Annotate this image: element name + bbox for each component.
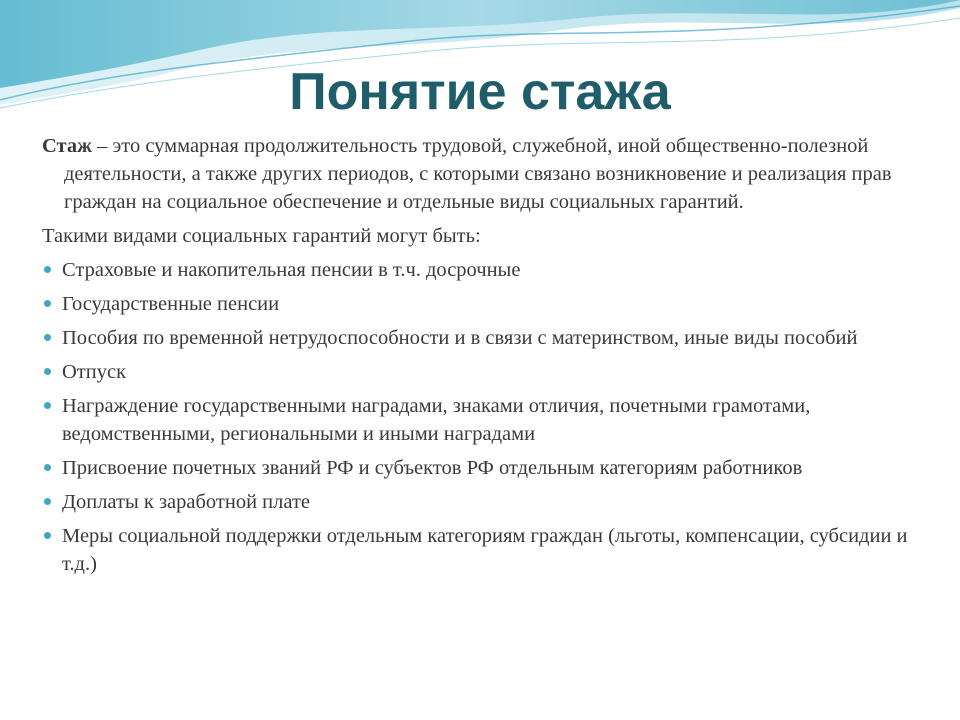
list-item-text: Меры социальной поддержки отдельным категориям граждан (льготы, компенсации, субсидии и т.д.) <box>62 525 908 575</box>
list-item <box>42 358 942 386</box>
list-item <box>42 290 942 318</box>
bullet-dot-icon <box>44 498 51 505</box>
list-item <box>42 324 942 352</box>
list-item <box>42 392 942 448</box>
list-item-text: Присвоение почетных званий РФ и субъектов РФ отдельным категориям работников <box>62 457 803 479</box>
list-item <box>42 454 942 482</box>
list-item-text: Награждение государственными наградами, знаками отличия, почетными грамотами, ведомственными, региональными и иными наградами <box>62 395 811 445</box>
intro-text: Такими видами социальных гарантий могут быть: <box>42 225 481 247</box>
slide-content <box>42 132 942 584</box>
guarantees-list <box>42 256 942 578</box>
bullet-dot-icon <box>44 266 51 273</box>
bullet-dot-icon <box>44 464 51 471</box>
bullet-dot-icon <box>44 532 51 539</box>
bullet-dot-icon <box>44 402 51 409</box>
bullet-dot-icon <box>44 334 51 341</box>
list-item-text: Пособия по временной нетрудоспособности и в связи с материнством, иные виды пособий <box>62 327 858 349</box>
list-item-text: Доплаты к заработной плате <box>62 491 311 513</box>
bullet-dot-icon <box>44 368 51 375</box>
bullet-dot-icon <box>44 300 51 307</box>
list-item-text: Отпуск <box>62 361 127 383</box>
list-item <box>42 488 942 516</box>
definition-text: – это суммарная продолжительность трудовой, служебной, иной общественно-полезной деятельности, а также других периодов, с которыми связано возникновение и реализация прав граждан на социальное обеспечение и отдельные виды социальных гарантий. <box>64 135 892 213</box>
list-item-text: Государственные пенсии <box>62 293 280 315</box>
list-item <box>42 256 942 284</box>
list-item-text: Страховые и накопительная пенсии в т.ч. досрочные <box>62 259 521 281</box>
list-item <box>42 522 942 578</box>
definition-paragraph <box>42 132 942 216</box>
definition-term: Стаж <box>42 135 92 157</box>
slide-title: Понятие стажа <box>289 63 671 121</box>
